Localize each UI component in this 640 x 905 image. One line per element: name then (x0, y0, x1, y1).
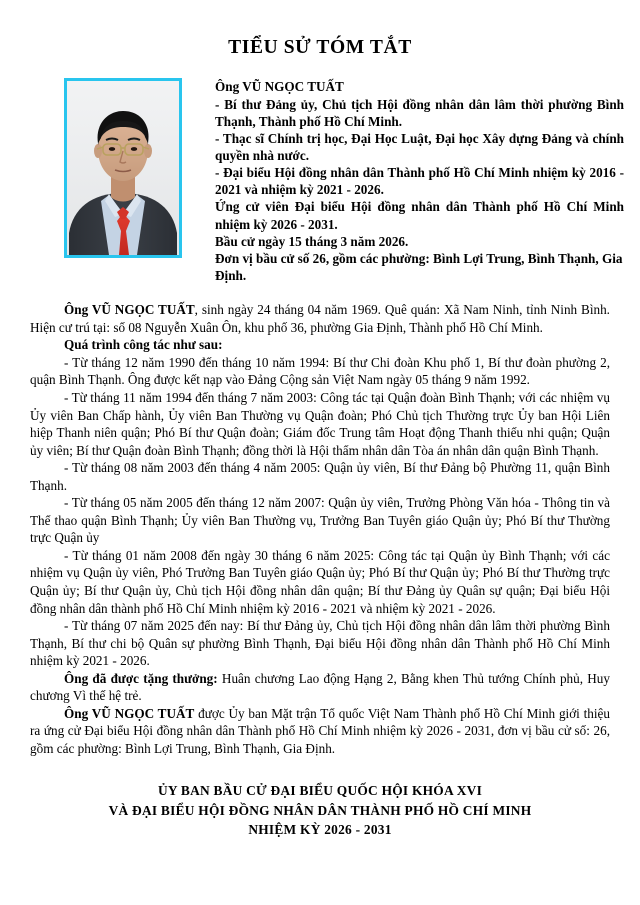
paragraph-career-heading (30, 336, 610, 354)
paragraph-personal-info (30, 301, 610, 336)
portrait-photo (64, 78, 182, 258)
header-block (0, 78, 640, 284)
footer-line-3: NHIỆM KỲ 2026 - 2031 (248, 821, 392, 837)
paragraph-career-4: - Từ tháng 05 năm 2005 đến tháng 12 năm 2007: Quận ủy viên, Trưởng Phòng Văn hóa - Thông tin và Thể thao quận Bình Thạnh; Ủy viên Ban Thường vụ, Trưởng Ban Tuyên giáo Quận ủy; Phó Bí thư Thường trực Quận ủy (30, 495, 610, 546)
header-name: Ông VŨ NGỌC TUẤT (215, 79, 344, 95)
paragraph-career-3: - Từ tháng 08 năm 2003 đến tháng 4 năm 2005: Quận ủy viên, Bí thư Đảng bộ Phường 11, quận Bình Thạnh. (30, 460, 610, 493)
portrait-photo-image (67, 81, 179, 255)
page-title: TIỂU SỬ TÓM TẮT (228, 37, 412, 58)
career-heading: Quá trình công tác như sau: (64, 337, 223, 353)
paragraph-career-6: - Từ tháng 07 năm 2025 đến nay: Bí thư Đảng ủy, Chủ tịch Hội đồng nhân dân lâm thời phường Bình Thạnh, Bí thư chi bộ Quân sự phường Bình Thạnh, Đại biểu Hội đồng nhân dân Thành phố Hồ Chí Minh nhiệm kỳ 2021 - 2026. (30, 618, 610, 669)
nomination-name: Ông VŨ NGỌC TUẤT (64, 705, 195, 721)
footer-line-2: VÀ ĐẠI BIỂU HỘI ĐỒNG NHÂN DÂN THÀNH PHỐ HỒ CHÍ MINH (108, 802, 532, 818)
header-line-position: - Bí thư Đảng ủy, Chủ tịch Hội đồng nhân dân lâm thời phường Bình Thạnh, Thành phố Hồ Chí Minh. (215, 96, 624, 129)
header-line-constituency: Đơn vị bầu cử số 26, gồm các phường: Bình Lợi Trung, Bình Thạnh, Gia Định. (215, 250, 623, 284)
header-text-block (215, 78, 624, 284)
header-line-candidate: Ứng cử viên Đại biểu Hội đồng nhân dân Thành phố Hồ Chí Minh nhiệm kỳ 2026 - 2031. (215, 199, 624, 232)
footer-line-1: ỦY BAN BẦU CỬ ĐẠI BIỂU QUỐC HỘI KHÓA XVI (157, 783, 483, 799)
awards-label: Ông đã được tặng thưởng: (64, 670, 218, 686)
header-line-education: - Thạc sĩ Chính trị học, Đại Học Luật, Đại học Xây dựng Đảng và chính quyền nhà nước. (215, 130, 624, 164)
awards-rest: Huân chương Lao động Hạng 2, Bằng khen Thủ tướng Chính phủ, Huy chương Vì thế hệ trẻ. (30, 670, 610, 704)
header-line-election-date: Bầu cử ngày 15 tháng 3 năm 2026. (215, 233, 409, 249)
paragraph-career-2: - Từ tháng 11 năm 1994 đến tháng 7 năm 2003: Công tác tại Quận đoàn Bình Thạnh; với các nhiệm vụ Ủy viên Ban Chấp hành, Ủy viên Ban Thường vụ Quận đoàn; Phó Chủ tịch Thường trực Ủy ban Hội Liên hiệp Thanh niên quận; Phó Bí thư Quận đoàn; Giám đốc Trung tâm Hoạt động Thanh thiếu nhi quận; Quận ủy viên; Bí thư Quận đoàn Bình Thạnh; đồng thời là Hội thẩm nhân dân Tòa án nhân dân quận Bình Thạnh. (30, 390, 610, 458)
paragraph-career-5: - Từ tháng 01 năm 2008 đến ngày 30 tháng 6 năm 2025: Công tác tại Quận ủy Bình Thạnh; với các nhiệm vụ Quận ủy viên, Phó Trưởng Ban Tuyên giáo Quận ủy; Phó Bí thư Quận ủy; Phó Bí thư Thường trực Quận ủy; Bí thư Quận ủy, Chủ tịch Hội đồng nhân dân quận; Bí thư Đảng ủy Quân sự quận; Đại biểu Hội đồng nhân dân thành phố Hồ Chí Minh nhiệm kỳ 2016 - 2021 và nhiệm kỳ 2021 - 2026. (30, 547, 610, 616)
paragraph-career-1: - Từ tháng 12 năm 1990 đến tháng 10 năm 1994: Bí thư Chi đoàn Khu phố 1, Bí thư đoàn phường 2, quận Bình Thạnh. Ông được kết nạp vào Đảng Cộng sản Việt Nam ngày 05 tháng 9 năm 1992. (30, 354, 610, 388)
paragraph-awards (30, 670, 610, 705)
nomination-rest: được Ủy ban Mặt trận Tổ quốc Việt Nam Thành phố Hồ Chí Minh giới thiệu ra ứng cử Đại biểu Hội đồng nhân dân Thành phố Hồ Chí Minh nhiệm kỳ 2026 - 2031, đơn vị bầu cử số: 26, gồm các phường: Bình Lợi Trung, Bình Thạnh, Gia Định. (30, 705, 610, 756)
header-line-delegate-history: - Đại biểu Hội đồng nhân dân Thành phố Hồ Chí Minh nhiệm kỳ 2016 - 2021 và nhiệm kỳ 2021 - 2026. (215, 165, 624, 198)
body-intro-name: Ông VŨ NGỌC TUẤT (64, 302, 195, 318)
paragraph-nomination (30, 705, 610, 758)
body-intro-rest: , sinh ngày 24 tháng 04 năm 1969. Quê quán: Xã Nam Ninh, tỉnh Ninh Bình. Hiện cư trú tại: số 08 Nguyễn Xuân Ôn, khu phố 36, phường Gia Định, Thành phố Hồ Chí Minh. (30, 302, 610, 335)
footer-block (0, 781, 640, 838)
body-block (0, 301, 640, 757)
